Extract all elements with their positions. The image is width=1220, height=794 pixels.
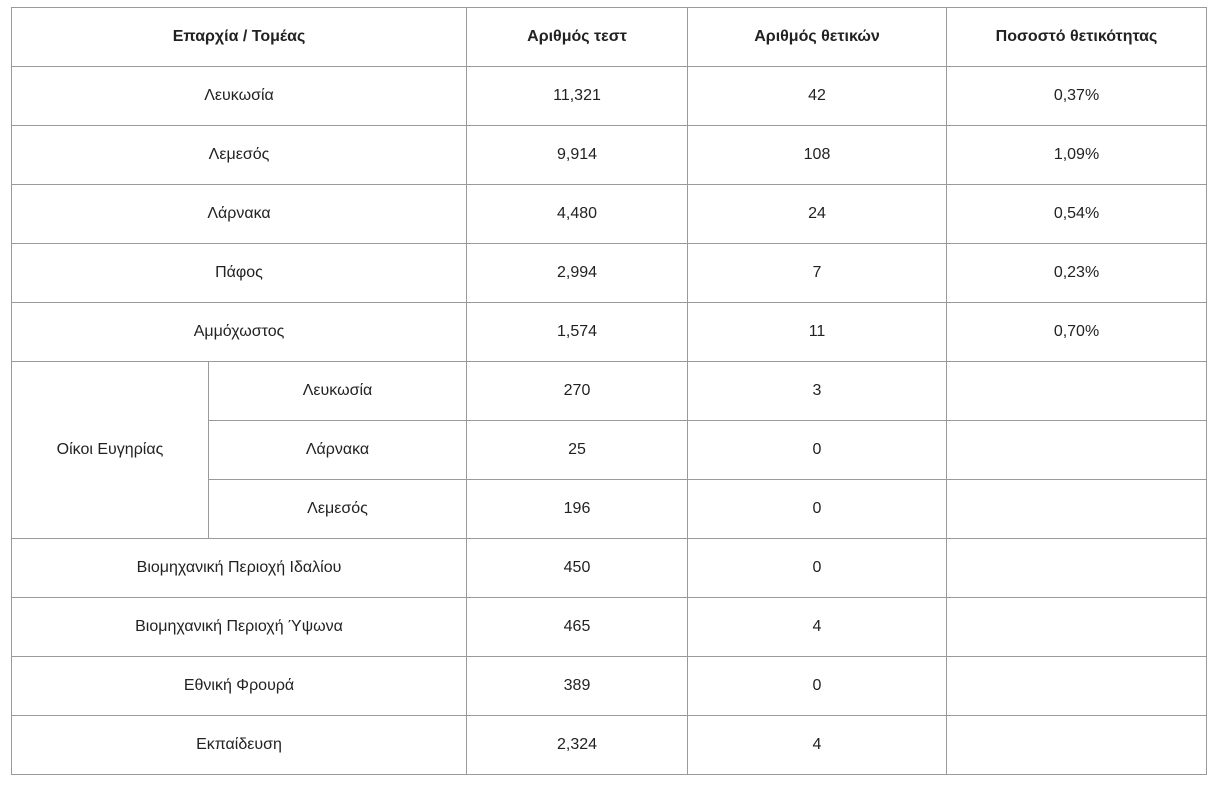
row-rate: 1,09% (947, 126, 1207, 185)
row-positives: 24 (688, 185, 947, 244)
row-name: Εκπαίδευση (12, 716, 467, 775)
row-positives: 0 (688, 421, 947, 480)
row-tests: 2,324 (467, 716, 688, 775)
table-row (12, 244, 1207, 303)
row-rate (947, 657, 1207, 716)
table-row (12, 185, 1207, 244)
row-name: Εθνική Φρουρά (12, 657, 467, 716)
table-row (12, 126, 1207, 185)
row-tests: 196 (467, 480, 688, 539)
header-region: Επαρχία / Τομέας (12, 8, 467, 67)
table-row (12, 716, 1207, 775)
table-row (12, 362, 1207, 421)
row-rate: 0,54% (947, 185, 1207, 244)
row-tests: 270 (467, 362, 688, 421)
subrow-name: Λευκωσία (209, 362, 467, 421)
statistics-table (11, 7, 1207, 775)
row-rate (947, 421, 1207, 480)
row-tests: 2,994 (467, 244, 688, 303)
row-tests: 1,574 (467, 303, 688, 362)
row-name: Πάφος (12, 244, 467, 303)
group-label-elderly-homes: Οίκοι Ευγηρίας (12, 362, 209, 539)
row-name: Αμμόχωστος (12, 303, 467, 362)
row-positives: 11 (688, 303, 947, 362)
row-tests: 4,480 (467, 185, 688, 244)
table-row (12, 539, 1207, 598)
subrow-name: Λάρνακα (209, 421, 467, 480)
row-positives: 42 (688, 67, 947, 126)
row-rate (947, 362, 1207, 421)
row-rate (947, 480, 1207, 539)
row-rate: 0,70% (947, 303, 1207, 362)
row-positives: 0 (688, 539, 947, 598)
row-positives: 7 (688, 244, 947, 303)
subrow-name: Λεμεσός (209, 480, 467, 539)
table-row (12, 598, 1207, 657)
header-positives: Αριθμός θετικών (688, 8, 947, 67)
row-name: Λεμεσός (12, 126, 467, 185)
row-rate: 0,23% (947, 244, 1207, 303)
row-tests: 11,321 (467, 67, 688, 126)
row-rate (947, 598, 1207, 657)
row-name: Βιομηχανική Περιοχή Ιδαλίου (12, 539, 467, 598)
table-header-row (12, 8, 1207, 67)
row-rate: 0,37% (947, 67, 1207, 126)
row-positives: 0 (688, 657, 947, 716)
table-row (12, 303, 1207, 362)
row-tests: 450 (467, 539, 688, 598)
row-positives: 4 (688, 598, 947, 657)
header-rate: Ποσοστό θετικότητας (947, 8, 1207, 67)
row-name: Λευκωσία (12, 67, 467, 126)
row-tests: 25 (467, 421, 688, 480)
row-rate (947, 716, 1207, 775)
header-tests: Αριθμός τεστ (467, 8, 688, 67)
table-row (12, 67, 1207, 126)
row-positives: 4 (688, 716, 947, 775)
row-tests: 389 (467, 657, 688, 716)
row-name: Λάρνακα (12, 185, 467, 244)
row-name: Βιομηχανική Περιοχή Ύψωνα (12, 598, 467, 657)
row-tests: 465 (467, 598, 688, 657)
row-positives: 3 (688, 362, 947, 421)
row-tests: 9,914 (467, 126, 688, 185)
row-positives: 108 (688, 126, 947, 185)
row-positives: 0 (688, 480, 947, 539)
row-rate (947, 539, 1207, 598)
table-row (12, 657, 1207, 716)
